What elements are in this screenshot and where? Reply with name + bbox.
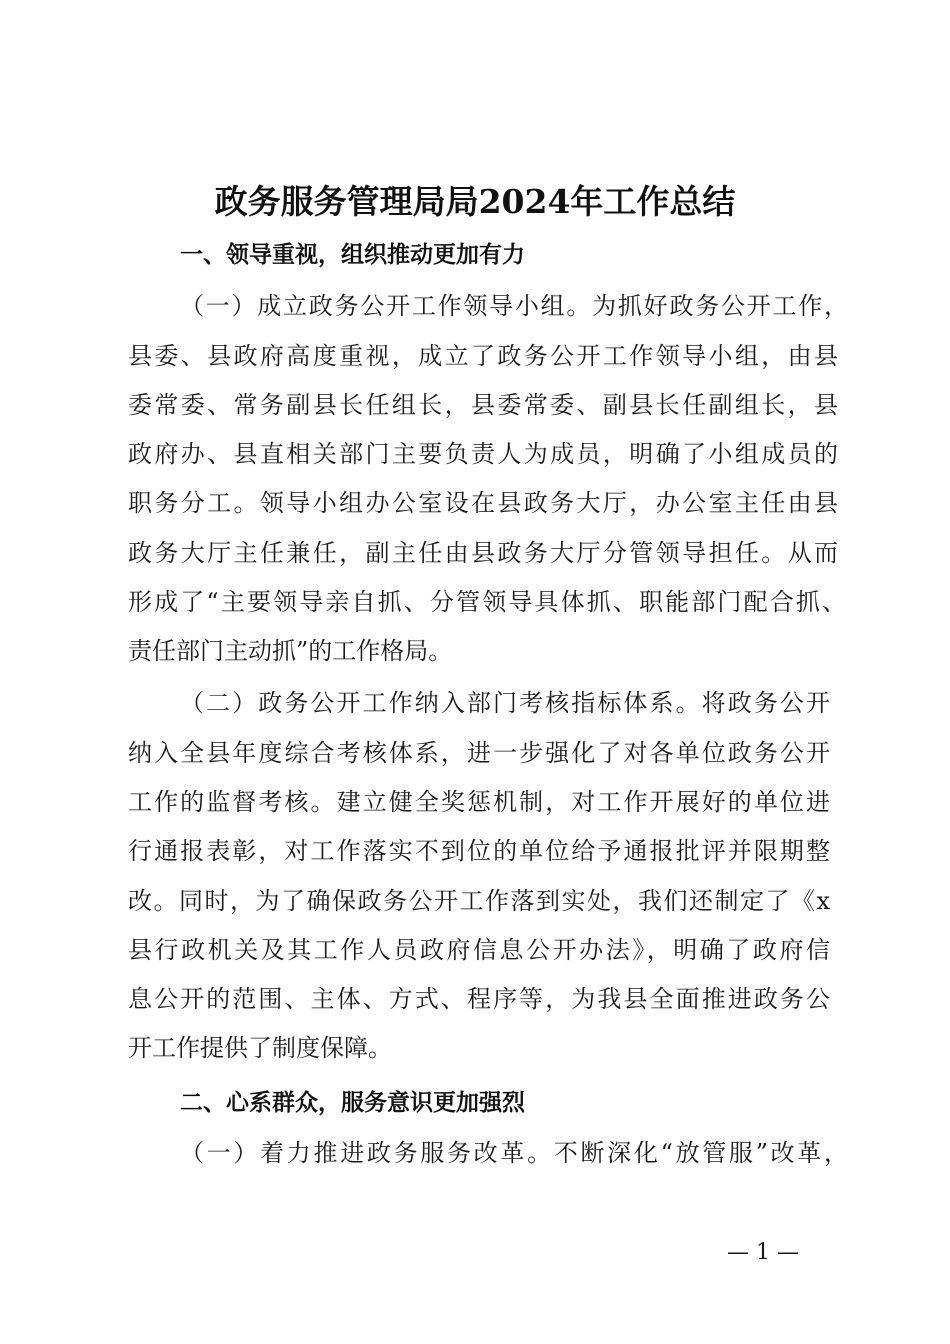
paragraph-line: （一）成立政务公开工作领导小组。为抓好政务公开工作， xyxy=(180,292,848,320)
paragraph-line: 政府办、县直相关部门主要负责人为成员，明确了小组成员的 xyxy=(128,440,838,468)
paragraph-line: 纳入全县年度综合考核体系，进一步强化了对各单位政务公开 xyxy=(128,739,830,767)
section-heading-1: 一、领导重视，组织推动更加有力 xyxy=(180,242,525,268)
paragraph-line: 形成了“主要领导亲自抓、分管领导具体抓、职能部门配合抓、 xyxy=(128,588,846,616)
paragraph-line: 改。同时，为了确保政务公开工作落到实处，我们还制定了《x xyxy=(128,887,830,915)
paragraph-line: 政务大厅主任兼任，副主任由县政务大厅分管领导担任。从而 xyxy=(128,539,838,567)
paragraph-line: 责任部门主动抓”的工作格局。 xyxy=(128,637,453,665)
paragraph-line: 职务分工。领导小组办公室设在县政务大厅，办公室主任由县 xyxy=(128,489,838,517)
page-number: — 1 — xyxy=(727,1240,799,1265)
paragraph-line: 委常委、常务副县长任组长，县委常委、副县长任副组长，县 xyxy=(128,391,838,419)
paragraph-line: 行通报表彰，对工作落实不到位的单位给予通报批评并限期整 xyxy=(128,837,830,865)
page-title: 政务服务管理局局2024年工作总结 xyxy=(214,182,736,221)
paragraph-line: （一）着力推进政务服务改革。不断深化“放管服”改革， xyxy=(180,1139,848,1167)
paragraph-line: 县委、县政府高度重视，成立了政务公开工作领导小组，由县 xyxy=(128,342,838,370)
paragraph-line: 工作的监督考核。建立健全奖惩机制，对工作开展好的单位进 xyxy=(128,788,830,816)
section-heading-2: 二、心系群众，服务意识更加强烈 xyxy=(180,1090,525,1116)
paragraph-line: 开工作提供了制度保障。 xyxy=(128,1034,392,1062)
paragraph-line: （二）政务公开工作纳入部门考核指标体系。将政务公开 xyxy=(180,689,830,717)
paragraph-line: 息公开的范围、主体、方式、程序等，为我县全面推进政务公 xyxy=(128,985,830,1013)
paragraph-line: 县行政机关及其工作人员政府信息公开办法》，明确了政府信 xyxy=(128,936,830,964)
